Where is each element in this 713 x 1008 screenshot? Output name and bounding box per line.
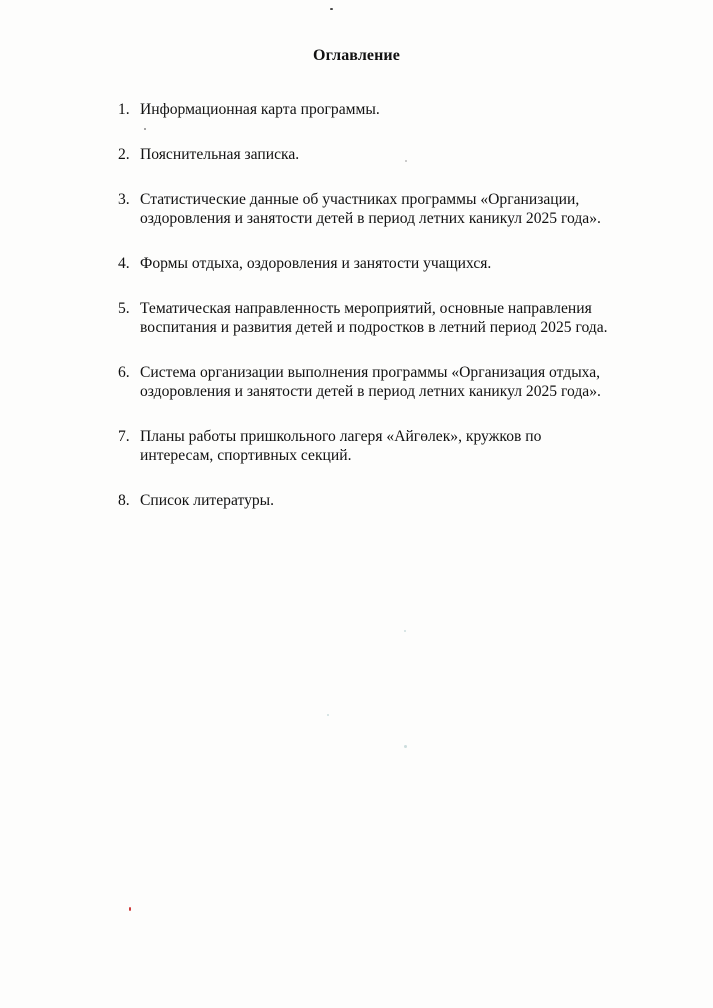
toc-item-text-continued: оздоровления и занятости детей в период летних каникул 2025 года». <box>140 383 601 400</box>
toc-item <box>118 363 678 401</box>
toc-item-number: 8. <box>118 492 130 509</box>
scan-speck <box>404 630 406 632</box>
toc-item-text: Система организации выполнения программы «Организация отдыха, <box>140 364 601 381</box>
toc-item-number: 6. <box>118 364 130 381</box>
scan-speck <box>404 745 407 748</box>
toc-item-number: 2. <box>118 146 130 163</box>
toc-item <box>118 491 678 510</box>
scan-speck <box>330 8 333 10</box>
toc-item-text: Формы отдыха, оздоровления и занятости учащихся. <box>140 255 492 272</box>
toc-item-number: 4. <box>118 255 130 272</box>
toc-item <box>118 100 678 119</box>
toc-item-text: Статистические данные об участниках программы «Организации, <box>140 191 580 208</box>
toc-item <box>118 299 678 337</box>
scan-speck <box>405 160 407 162</box>
toc-item-number: 1. <box>118 101 130 118</box>
scan-speck <box>327 714 329 716</box>
page-title: Оглавление <box>313 47 400 64</box>
toc-item-text: Информационная карта программы. <box>140 101 380 118</box>
toc-item-text-continued: оздоровления и занятости детей в период летних каникул 2025 года». <box>140 210 601 227</box>
table-of-contents <box>118 100 678 536</box>
toc-item-text: Планы работы пришкольного лагеря «Айгөлек», кружков по <box>140 428 542 445</box>
toc-item-number: 5. <box>118 300 130 317</box>
toc-item-text: Тематическая направленность мероприятий, основные направления <box>140 300 592 317</box>
toc-item <box>118 190 678 228</box>
scan-speck <box>144 128 146 130</box>
toc-item-text: Пояснительная записка. <box>140 146 300 163</box>
toc-item <box>118 427 678 465</box>
toc-item <box>118 145 678 164</box>
scan-speck <box>129 907 131 911</box>
toc-item-text-continued: воспитания и развития детей и подростков в летний период 2025 года. <box>140 319 608 336</box>
toc-item-text: Список литературы. <box>140 492 275 509</box>
toc-item-number: 7. <box>118 428 130 445</box>
toc-item <box>118 254 678 273</box>
toc-item-number: 3. <box>118 191 130 208</box>
toc-item-text-continued: интересам, спортивных секций. <box>140 447 352 464</box>
